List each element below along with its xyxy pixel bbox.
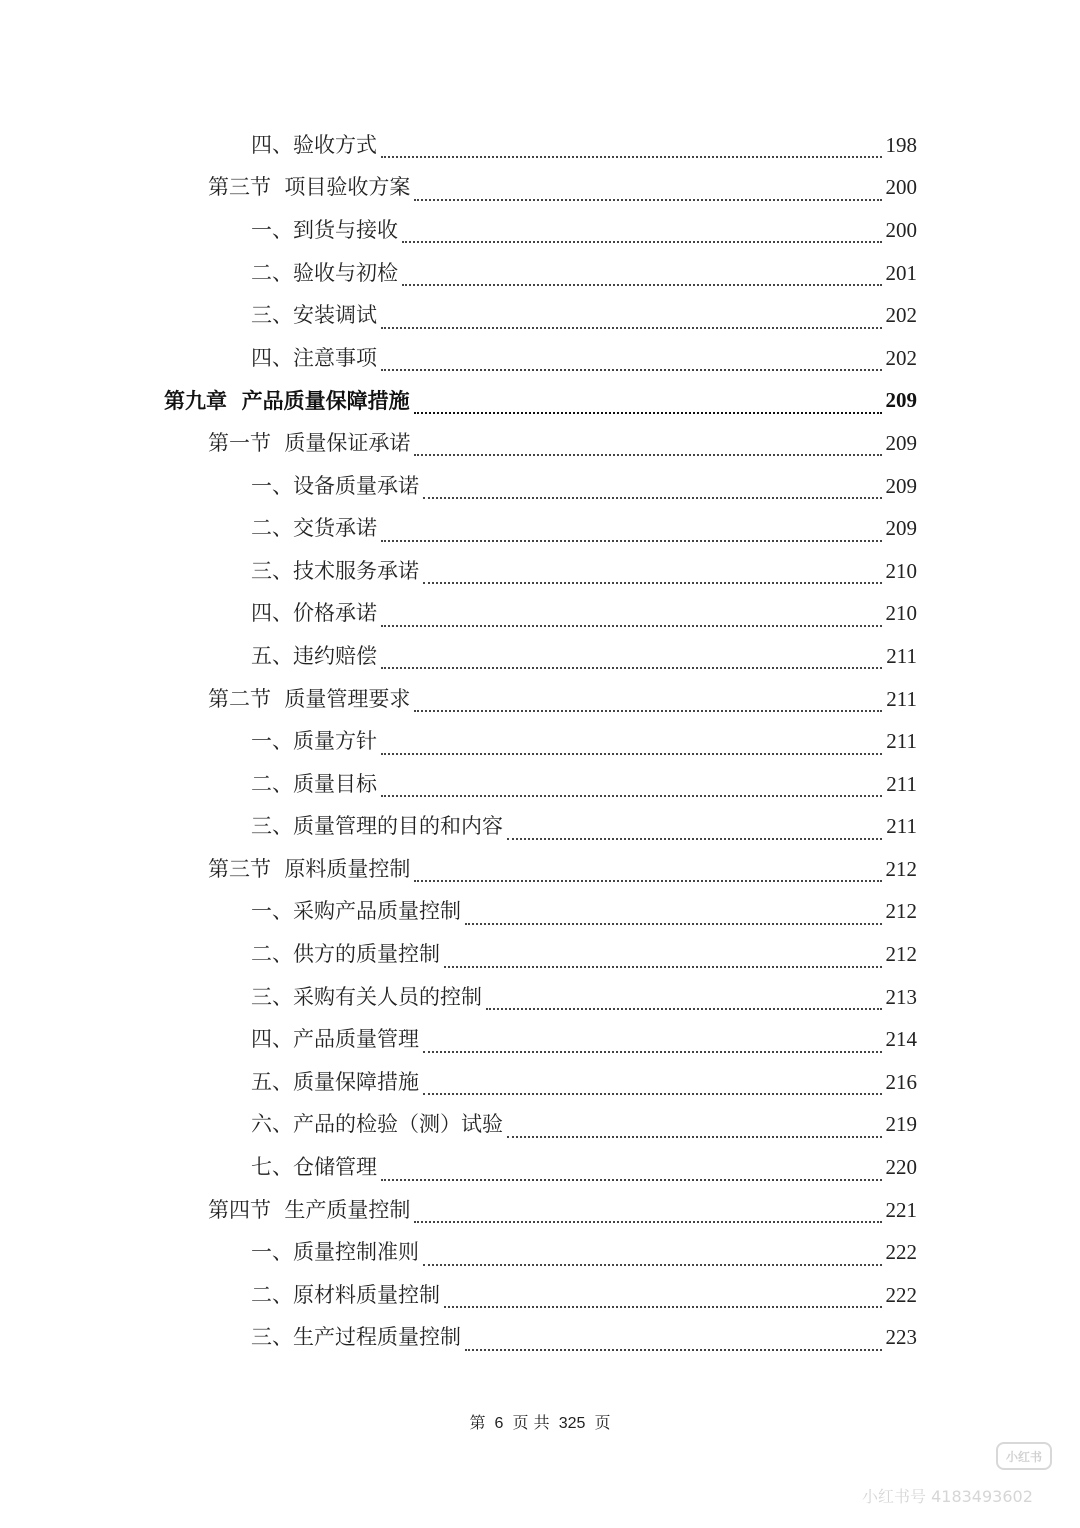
toc-page-number: 221 [885, 1197, 917, 1222]
toc-dot-leader [423, 477, 882, 499]
toc-entry-label: 四、产品质量管理 [251, 1027, 419, 1052]
toc-dot-leader [402, 221, 882, 243]
toc-entry-label: 二、质量目标 [251, 771, 377, 796]
footer-suffix: 页 [594, 1413, 611, 1432]
toc-dot-leader [381, 775, 882, 797]
toc-entry-label: 一、采购产品质量控制 [251, 899, 461, 924]
toc-item-entry[interactable] [0, 976, 917, 1019]
toc-dot-leader [423, 562, 882, 584]
toc-entry-label: 第三节 原料质量控制 [208, 856, 411, 881]
toc-dot-leader [414, 1201, 881, 1223]
toc-entry-label: 第一节 质量保证承诺 [208, 430, 411, 455]
toc-section-entry[interactable] [0, 1189, 917, 1232]
toc-item-entry[interactable] [0, 209, 917, 252]
toc-item-entry[interactable] [0, 294, 917, 337]
toc-page-number: 211 [886, 643, 917, 668]
toc-item-entry[interactable] [0, 635, 917, 678]
toc-page-number: 209 [885, 473, 917, 498]
toc-item-entry[interactable] [0, 252, 917, 295]
toc-dot-leader [414, 179, 881, 201]
footer-total-pages: 325 [558, 1415, 586, 1432]
toc-item-entry[interactable] [0, 1317, 917, 1360]
toc-dot-leader [381, 136, 882, 158]
toc-entry-label: 第三节 项目验收方案 [208, 175, 411, 200]
toc-dot-leader [414, 392, 882, 414]
toc-chapter-entry[interactable] [0, 380, 917, 423]
toc-dot-leader [402, 264, 882, 286]
toc-page-number: 223 [885, 1325, 917, 1350]
toc-item-entry[interactable] [0, 1104, 917, 1147]
toc-entry-label: 第九章 产品质量保障措施 [164, 388, 410, 414]
toc-dot-leader [465, 903, 882, 925]
toc-section-entry[interactable] [0, 678, 917, 721]
toc-entry-label: 二、原材料质量控制 [251, 1282, 440, 1307]
toc-page-number: 211 [886, 771, 917, 796]
table-of-contents [0, 124, 1080, 1359]
toc-item-entry[interactable] [0, 891, 917, 934]
toc-entry-label: 三、生产过程质量控制 [251, 1325, 461, 1350]
toc-page-number: 200 [885, 217, 917, 242]
toc-dot-leader [507, 818, 882, 840]
toc-entry-label: 四、验收方式 [251, 132, 377, 157]
toc-item-entry[interactable] [0, 507, 917, 550]
toc-page-number: 222 [885, 1282, 917, 1307]
toc-entry-label: 三、技术服务承诺 [251, 558, 419, 583]
toc-page-number: 219 [885, 1112, 917, 1137]
toc-entry-label: 七、仓储管理 [251, 1155, 377, 1180]
watermark-id: 小红书号 4183493602 [862, 1487, 1033, 1506]
toc-section-entry[interactable] [0, 422, 917, 465]
toc-page-number: 211 [886, 729, 917, 754]
toc-dot-leader [381, 647, 882, 669]
toc-page-number: 210 [885, 558, 917, 583]
toc-page-number: 202 [885, 303, 917, 328]
toc-entry-label: 二、供方的质量控制 [251, 942, 440, 967]
toc-item-entry[interactable] [0, 124, 917, 167]
footer-prefix: 第 [469, 1413, 486, 1432]
toc-entry-label: 五、质量保障措施 [251, 1069, 419, 1094]
toc-entry-label: 一、设备质量承诺 [251, 473, 419, 498]
toc-page-number: 216 [885, 1069, 917, 1094]
toc-item-entry[interactable] [0, 933, 917, 976]
toc-entry-label: 三、采购有关人员的控制 [251, 984, 482, 1009]
toc-dot-leader [465, 1329, 882, 1351]
toc-page-number: 212 [885, 856, 917, 881]
toc-page-number: 202 [885, 345, 917, 370]
toc-page-number: 211 [886, 814, 917, 839]
toc-item-entry[interactable] [0, 1018, 917, 1061]
toc-dot-leader [414, 434, 881, 456]
toc-dot-leader [381, 349, 882, 371]
toc-dot-leader [444, 1286, 882, 1308]
toc-dot-leader [507, 1116, 882, 1138]
toc-dot-leader [414, 690, 882, 712]
toc-item-entry[interactable] [0, 1274, 917, 1317]
footer-current-page: 6 [494, 1415, 504, 1432]
toc-section-entry[interactable] [0, 848, 917, 891]
toc-entry-label: 六、产品的检验（测）试验 [251, 1112, 503, 1137]
toc-entry-label: 一、到货与接收 [251, 217, 398, 242]
toc-dot-leader [381, 605, 882, 627]
toc-item-entry[interactable] [0, 550, 917, 593]
toc-item-entry[interactable] [0, 763, 917, 806]
toc-page-number: 214 [885, 1027, 917, 1052]
toc-entry-label: 三、质量管理的目的和内容 [251, 814, 503, 839]
toc-page-number: 211 [886, 686, 917, 711]
toc-item-entry[interactable] [0, 720, 917, 763]
toc-item-entry[interactable] [0, 806, 917, 849]
toc-entry-label: 四、注意事项 [251, 345, 377, 370]
toc-page-number: 210 [885, 601, 917, 626]
toc-item-entry[interactable] [0, 465, 917, 508]
toc-page-number: 209 [885, 516, 917, 541]
toc-page-number: 212 [885, 899, 917, 924]
toc-entry-label: 第二节 质量管理要求 [208, 686, 411, 711]
toc-page-number: 222 [885, 1240, 917, 1265]
toc-item-entry[interactable] [0, 1231, 917, 1274]
toc-section-entry[interactable] [0, 167, 917, 210]
toc-item-entry[interactable] [0, 593, 917, 636]
toc-page-number: 212 [885, 942, 917, 967]
toc-page-number: 200 [885, 175, 917, 200]
toc-dot-leader [444, 946, 882, 968]
toc-entry-label: 五、违约赔偿 [251, 643, 377, 668]
toc-dot-leader [381, 520, 882, 542]
toc-dot-leader [381, 307, 882, 329]
toc-dot-leader [381, 1159, 882, 1181]
toc-page-number: 198 [885, 132, 917, 157]
toc-entry-label: 二、交货承诺 [251, 516, 377, 541]
toc-dot-leader [381, 733, 882, 755]
toc-entry-label: 第四节 生产质量控制 [208, 1197, 411, 1222]
toc-entry-label: 三、安装调试 [251, 303, 377, 328]
toc-page-number: 213 [885, 984, 917, 1009]
page-footer [0, 1410, 1080, 1433]
toc-item-entry[interactable] [0, 1061, 917, 1104]
toc-dot-leader [414, 860, 881, 882]
toc-dot-leader [423, 1073, 882, 1095]
toc-entry-label: 一、质量控制准则 [251, 1240, 419, 1265]
toc-page-number: 209 [885, 388, 917, 413]
toc-page-number: 209 [885, 430, 917, 455]
toc-entry-label: 一、质量方针 [251, 729, 377, 754]
toc-item-entry[interactable] [0, 337, 917, 380]
toc-dot-leader [486, 988, 882, 1010]
toc-entry-label: 二、验收与初检 [251, 260, 398, 285]
toc-dot-leader [423, 1244, 882, 1266]
footer-middle: 页 共 [512, 1413, 550, 1432]
watermark-logo: 小红书 [996, 1442, 1052, 1470]
toc-page-number: 201 [885, 260, 917, 285]
toc-item-entry[interactable] [0, 1146, 917, 1189]
toc-dot-leader [423, 1031, 882, 1053]
toc-entry-label: 四、价格承诺 [251, 601, 377, 626]
toc-page-number: 220 [885, 1155, 917, 1180]
